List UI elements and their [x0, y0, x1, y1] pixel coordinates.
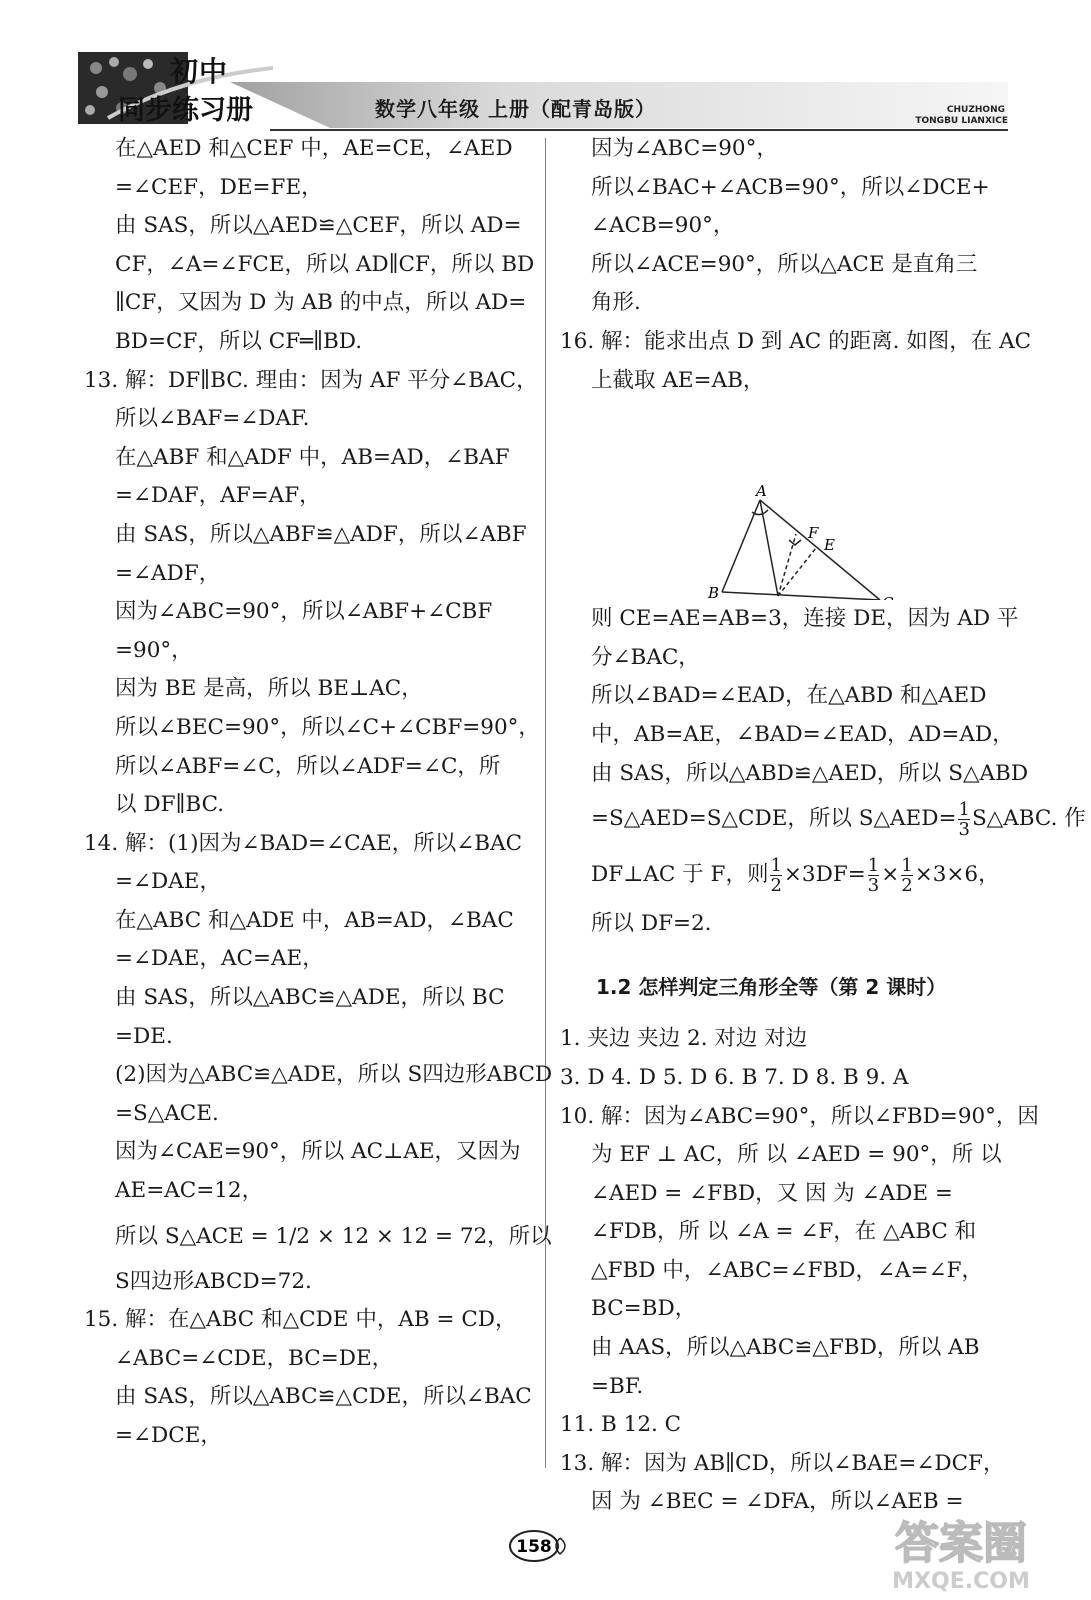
- frac-den: 3: [867, 874, 880, 896]
- book-title: 数学八年级 上册（配青岛版）: [375, 97, 656, 121]
- frac-den: 2: [770, 874, 782, 896]
- watermark-url: MXQE.COM: [892, 1569, 1030, 1594]
- text-line: 所以∠BAC+∠ACB=90°，所以∠DCE+: [591, 174, 990, 200]
- text-line: =∠ADF，: [115, 560, 221, 586]
- text-line: =BF.: [591, 1373, 644, 1399]
- formula-1-suffix: S△ABC. 作: [971, 806, 1086, 832]
- text-line: 10. 解：因为∠ABC=90°，所以∠FBD=90°，因: [560, 1103, 1039, 1129]
- frac-den: 3: [958, 818, 970, 840]
- watermark-graphic: [851, 1510, 1071, 1594]
- text-line: 在△AED 和△CEF 中，AE=CE，∠AED: [115, 136, 513, 161]
- text-line: 14. 解：(1)因为∠BAD=∠CAE，所以∠BAC: [84, 830, 523, 856]
- text-line: 15. 解：在△ABC 和△CDE 中，AB = CD，: [84, 1307, 517, 1333]
- right-column-mid: [560, 600, 1029, 793]
- text-line: 则 CE=AE=AB=3，连接 DE，因为 AD 平: [591, 606, 1019, 632]
- page-header: [0, 0, 1091, 140]
- text-line: 由 SAS，所以△ABF≌△ADF，所以∠ABF: [115, 521, 527, 547]
- text-line: 在△ABF 和△ADF 中，AB=AD，∠BAF: [115, 444, 510, 470]
- text-line: 因为 BE 是高，所以 BE⊥AC，: [115, 676, 423, 702]
- page-number: [506, 1528, 584, 1564]
- text-line: 分∠BAC，: [591, 644, 700, 670]
- fraction-half-2: [901, 856, 912, 895]
- text-line: 为 EF ⊥ AC，所 以 ∠AED = 90°，所 以: [591, 1142, 1002, 1168]
- section-title: 1.2 怎样判定三角形全等（第 2 课时）: [596, 974, 947, 999]
- text-line: 在△ABC 和△ADE 中，AB=AD，∠BAC: [115, 907, 514, 933]
- text-line: CF，∠A=∠FCE，所以 AD∥CF，所以 BD: [115, 251, 535, 277]
- text-line: 由 SAS，所以△AED≌△CEF，所以 AD=: [115, 213, 522, 239]
- right-column-bottom: [560, 1020, 1039, 1522]
- text-line: 所以∠BAD=∠EAD，在△ABD 和△AED: [591, 683, 987, 709]
- right-column: [560, 130, 1086, 1522]
- formula-2-mid: ×3DF=: [783, 862, 866, 888]
- logo-text-top: 初中: [170, 55, 229, 88]
- left-column: [84, 130, 553, 1456]
- text-line: BD=CF，所以 CF═∥BD.: [115, 328, 363, 354]
- text-line: 所以∠BAF=∠DAF.: [115, 406, 310, 432]
- text-line: 因为∠ABC=90°，: [591, 136, 778, 161]
- text-line: 由 SAS，所以△ABD≌△AED，所以 S△ABD: [591, 760, 1029, 786]
- text-line: 1. 夹边 夹边 2. 对边 对边: [560, 1026, 808, 1052]
- text-line: 16. 解：能求出点 D 到 AC 的距离. 如图，在 AC: [560, 328, 1032, 354]
- text-line: AE=AC=12，: [115, 1178, 264, 1204]
- formula-1-prefix: =S△AED=S△CDE，所以 S△AED=: [591, 806, 957, 832]
- page-number-badge: [506, 1528, 584, 1564]
- logo-text-bottom: 同步练习册: [118, 95, 253, 126]
- frac-den: 2: [901, 874, 913, 896]
- watermark: [851, 1510, 1071, 1594]
- text-line: =∠DAF，AF=AF，: [115, 483, 321, 509]
- text-line: 以 DF∥BC.: [115, 792, 225, 818]
- frac-num: 1: [901, 854, 913, 876]
- watermark-text: 答案圈: [895, 1518, 1027, 1569]
- fraction-third: [868, 856, 879, 895]
- text-line: =S△ACE.: [115, 1100, 219, 1126]
- column-divider: [545, 138, 546, 1468]
- text-line: 所以∠ABF=∠C，所以∠ADF=∠C，所: [115, 753, 501, 779]
- text-line: 因 为 ∠BEC = ∠DFA，所以∠AEB =: [591, 1489, 964, 1515]
- text-line: 因为∠CAE=90°，所以 AC⊥AE，又因为: [115, 1139, 521, 1165]
- text-line: =∠DAE，AC=AE，: [115, 946, 324, 972]
- text-line: 因为∠ABC=90°，所以∠ABF+∠CBF: [115, 599, 493, 625]
- formula-2-times: ×: [881, 862, 900, 888]
- fraction-half-1: [770, 856, 781, 895]
- brand-pinyin-1: CHUZHONG: [946, 105, 1005, 115]
- text-line: S四边形ABCD=72.: [115, 1268, 312, 1294]
- label-d: [771, 598, 784, 600]
- frac-num: 1: [867, 854, 880, 876]
- page-number-text: 158: [516, 1537, 552, 1557]
- formula-2-suffix: ×3×6，: [914, 862, 1000, 888]
- text-line: ∥CF，又因为 D 为 AB 的中点，所以 AD=: [115, 290, 527, 316]
- right-column-top: [560, 130, 1032, 400]
- text-line: 由 AAS，所以△ABC≌△FBD，所以 AB: [591, 1335, 980, 1361]
- text-line: =DE.: [115, 1023, 173, 1049]
- brand-pinyin-2: TONGBU LIANXICE: [915, 116, 1008, 126]
- text-line: 所以∠BEC=90°，所以∠C+∠CBF=90°，: [115, 714, 540, 740]
- fraction-one-third: [958, 800, 969, 839]
- text-line: ∠ABC=∠CDE，BC=DE，: [115, 1345, 394, 1371]
- text-line: 上截取 AE=AB，: [591, 367, 765, 393]
- text-line: 13. 解：DF∥BC. 理由：因为 AF 平分∠BAC，: [84, 367, 538, 393]
- text-line: =90°，: [115, 637, 193, 663]
- text-line: 由 SAS，所以△ABC≌△ADE，所以 BC: [115, 985, 505, 1011]
- label-f: F: [808, 524, 819, 543]
- text-line: 13. 解：因为 AB∥CD，所以∠BAE=∠DCF，: [560, 1450, 1005, 1476]
- text-line: ∠ACB=90°，: [591, 213, 735, 239]
- label-a: A: [756, 482, 767, 501]
- geometry-figure: [560, 400, 1016, 600]
- text-line: =∠CEF，DE=FE，: [115, 174, 323, 200]
- text-line: BC=BD，: [591, 1296, 697, 1322]
- text-line: 中，AB=AE，∠BAD=∠EAD，AD=AD，: [591, 721, 1014, 747]
- formula-line-1: [560, 793, 1086, 845]
- text-line: ∠AED = ∠FBD，又 因 为 ∠ADE =: [591, 1180, 953, 1206]
- formula-2-prefix: DF⊥AC 于 F，则: [591, 862, 769, 888]
- text-line: =∠DAE，: [115, 869, 221, 895]
- label-e: E: [824, 536, 835, 555]
- text-line: 3. D 4. D 5. D 6. B 7. D 8. B 9. A: [560, 1064, 909, 1090]
- text-line: ∠FDB，所 以 ∠A = ∠F，在 △ABC 和: [591, 1219, 977, 1245]
- text-line: =∠DCE，: [115, 1423, 222, 1448]
- formula-line-2: [560, 845, 1016, 905]
- right-column-after: [560, 905, 1016, 944]
- label-c: [882, 594, 894, 600]
- text-line: △FBD 中，∠ABC=∠FBD，∠A=∠F，: [591, 1257, 983, 1283]
- label-b: B: [708, 584, 720, 601]
- logo: [78, 48, 273, 130]
- frac-num: 1: [770, 854, 782, 876]
- text-line: 角形.: [591, 290, 641, 316]
- text-line: 由 SAS，所以△ABC≌△CDE，所以∠BAC: [115, 1384, 532, 1410]
- text-line: (2)因为△ABC≌△ADE，所以 S四边形ABCD: [115, 1062, 553, 1088]
- text-line: 所以 DF=2.: [591, 911, 712, 937]
- text-line: 所以∠ACE=90°，所以△ACE 是直角三: [591, 251, 978, 277]
- text-line: 11. B 12. C: [560, 1412, 682, 1438]
- triangle-diagram: [560, 400, 1016, 600]
- text-line: 所以 S△ACE = 1/2 × 12 × 12 = 72，所以: [115, 1223, 552, 1249]
- frac-num: 1: [958, 798, 970, 820]
